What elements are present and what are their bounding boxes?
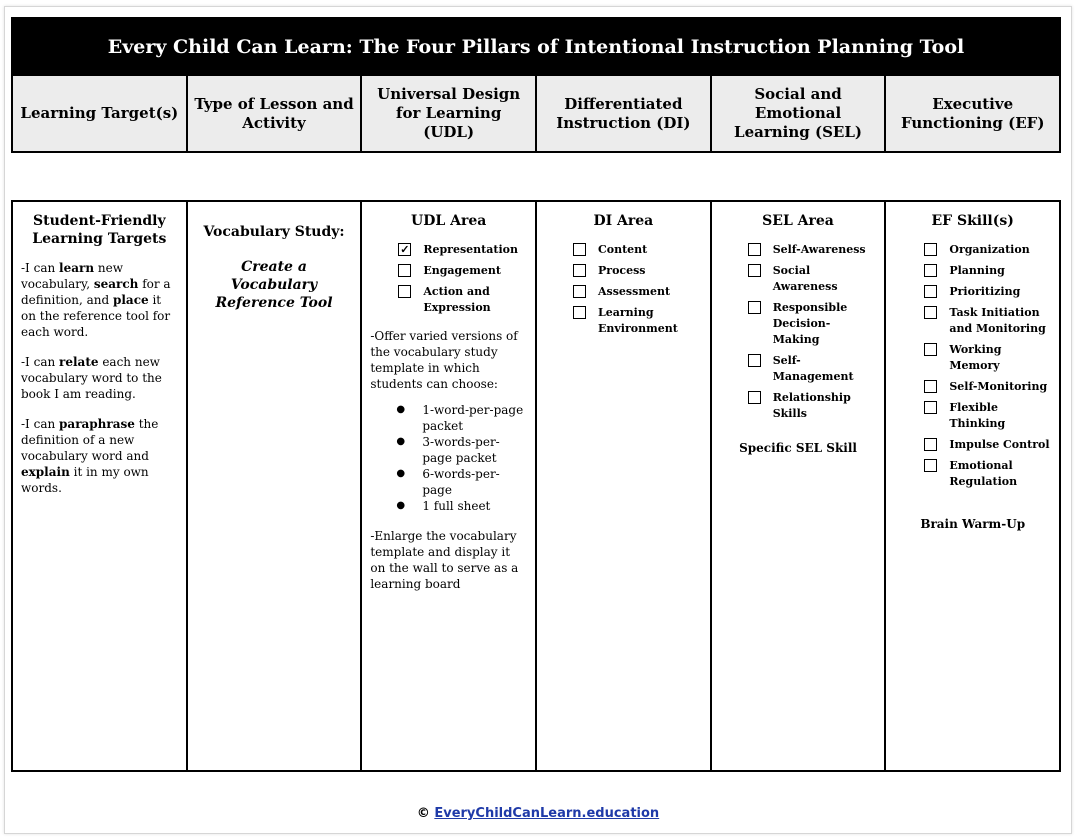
planning-content-row bbox=[11, 200, 1061, 772]
ef-option[interactable]: Organization bbox=[924, 242, 1051, 258]
sel-options bbox=[720, 242, 877, 422]
udl-options bbox=[370, 242, 527, 316]
page-title: Every Child Can Learn: The Four Pillars of Intentional Instruction Planning Tool bbox=[11, 17, 1061, 77]
brain-warm-up-label: Brain Warm-Up bbox=[920, 517, 1026, 531]
header-ef: Executive Functioning (EF) bbox=[900, 94, 1045, 132]
checkbox-icon[interactable] bbox=[573, 285, 586, 298]
list-item: ● 3-words-per-page packet bbox=[396, 435, 500, 465]
learning-targets-cell bbox=[13, 202, 188, 770]
website-link[interactable]: EveryChildCanLearn.education bbox=[434, 806, 660, 821]
learning-target-2: -I can relate each new vocabulary word to the book I am reading. bbox=[21, 355, 162, 401]
udl-option[interactable]: Action and Expression bbox=[398, 284, 527, 316]
checkbox-icon[interactable] bbox=[924, 438, 937, 451]
checkbox-icon[interactable] bbox=[748, 354, 761, 367]
sel-option[interactable]: Relationship Skills bbox=[748, 390, 877, 422]
sel-heading: SEL Area bbox=[762, 213, 834, 229]
header-sel: Social and Emotional Learning (SEL) bbox=[712, 76, 887, 151]
di-options bbox=[545, 242, 702, 337]
checkbox-icon[interactable] bbox=[398, 285, 411, 298]
di-heading: DI Area bbox=[593, 213, 654, 229]
header-di: Differentiated Instruction (DI) bbox=[537, 76, 712, 151]
learning-target-1: -I can learn new vocabulary, search for a definition, and place it on the reference tool for each word. bbox=[21, 261, 171, 339]
ef-heading: EF Skill(s) bbox=[931, 213, 1014, 229]
sel-option[interactable]: Social Awareness bbox=[748, 263, 877, 295]
ef-option[interactable]: Emotional Regulation bbox=[924, 458, 1051, 490]
di-option[interactable]: Process bbox=[573, 263, 702, 279]
checkbox-icon[interactable] bbox=[924, 285, 937, 298]
checkbox-icon[interactable] bbox=[573, 306, 586, 319]
sel-option[interactable]: Self-Management bbox=[748, 353, 877, 385]
checkbox-icon[interactable] bbox=[924, 380, 937, 393]
ef-options bbox=[894, 242, 1051, 490]
checkbox-icon[interactable] bbox=[573, 264, 586, 277]
checkbox-icon[interactable] bbox=[748, 243, 761, 256]
specific-sel-skill-label: Specific SEL Skill bbox=[739, 441, 857, 455]
udl-note: -Offer varied versions of the vocabulary study template in which students can choose: bbox=[370, 329, 518, 391]
checkbox-icon[interactable] bbox=[924, 401, 937, 414]
lesson-type-title: Vocabulary Study: bbox=[203, 224, 345, 240]
lesson-type-subtitle: Create a Vocabulary Reference Tool bbox=[215, 259, 333, 311]
di-option[interactable]: Learning Environment bbox=[573, 305, 702, 337]
header-lesson-type: Type of Lesson and Activity bbox=[188, 76, 363, 151]
udl-cell bbox=[362, 202, 537, 770]
udl-option[interactable]: ✓ Representation bbox=[400, 243, 518, 256]
ef-cell bbox=[886, 202, 1059, 770]
list-item: ● 6-words-per-page bbox=[396, 467, 500, 497]
footer bbox=[0, 806, 1076, 821]
checkbox-icon[interactable] bbox=[748, 264, 761, 277]
bullet-icon: ● bbox=[396, 468, 406, 479]
checkbox-icon[interactable] bbox=[924, 306, 937, 319]
ef-option[interactable]: Prioritizing bbox=[924, 284, 1051, 300]
di-option[interactable]: Content bbox=[573, 242, 702, 258]
column-header-row bbox=[11, 76, 1061, 153]
list-item: ● 1 full sheet bbox=[396, 499, 491, 513]
header-learning-targets: Learning Target(s) bbox=[13, 76, 188, 151]
ef-option[interactable]: Flexible Thinking bbox=[924, 400, 1051, 432]
bullet-icon: ● bbox=[396, 436, 406, 447]
di-option[interactable]: Assessment bbox=[573, 284, 702, 300]
udl-option[interactable]: Engagement bbox=[398, 263, 527, 279]
learning-targets-text bbox=[21, 260, 178, 496]
checkbox-icon[interactable] bbox=[924, 343, 937, 356]
sel-option[interactable]: Responsible Decision-Making bbox=[748, 300, 877, 348]
ef-option[interactable]: Self-Monitoring bbox=[924, 379, 1051, 395]
udl-heading: UDL Area bbox=[411, 213, 487, 229]
ef-option[interactable]: Task Initiation and Monitoring bbox=[924, 305, 1051, 337]
checkbox-icon[interactable] bbox=[924, 459, 937, 472]
list-item: ● 1-word-per-page packet bbox=[396, 403, 524, 433]
udl-note-2: -Enlarge the vocabulary template and display it on the wall to serve as a learning board bbox=[370, 529, 519, 591]
udl-bullet-list bbox=[370, 402, 527, 514]
checkbox-icon[interactable] bbox=[748, 391, 761, 404]
lesson-type-cell bbox=[188, 202, 363, 770]
learning-target-3: -I can paraphrase the definition of a new vocabulary word and explain it in my own words. bbox=[21, 417, 159, 495]
checkbox-icon[interactable] bbox=[573, 243, 586, 256]
header-udl: Universal Design for Learning (UDL) bbox=[362, 76, 537, 151]
bullet-icon: ● bbox=[396, 500, 406, 511]
ef-option[interactable]: Impulse Control bbox=[924, 437, 1051, 453]
copyright-icon: © bbox=[416, 806, 430, 821]
checkbox-icon[interactable] bbox=[748, 301, 761, 314]
sel-cell bbox=[712, 202, 887, 770]
checkbox-icon[interactable] bbox=[398, 264, 411, 277]
ef-option[interactable]: Working Memory bbox=[924, 342, 1051, 374]
sel-option[interactable]: Self-Awareness bbox=[748, 242, 877, 258]
learning-targets-heading: Student-Friendly Learning Targets bbox=[32, 213, 167, 247]
di-cell bbox=[537, 202, 712, 770]
checkbox-icon[interactable] bbox=[924, 243, 937, 256]
bullet-icon: ● bbox=[396, 404, 406, 415]
checkbox-icon[interactable] bbox=[924, 264, 937, 277]
ef-option[interactable]: Planning bbox=[924, 263, 1051, 279]
checkbox-checked-icon[interactable]: ✓ bbox=[400, 243, 410, 256]
